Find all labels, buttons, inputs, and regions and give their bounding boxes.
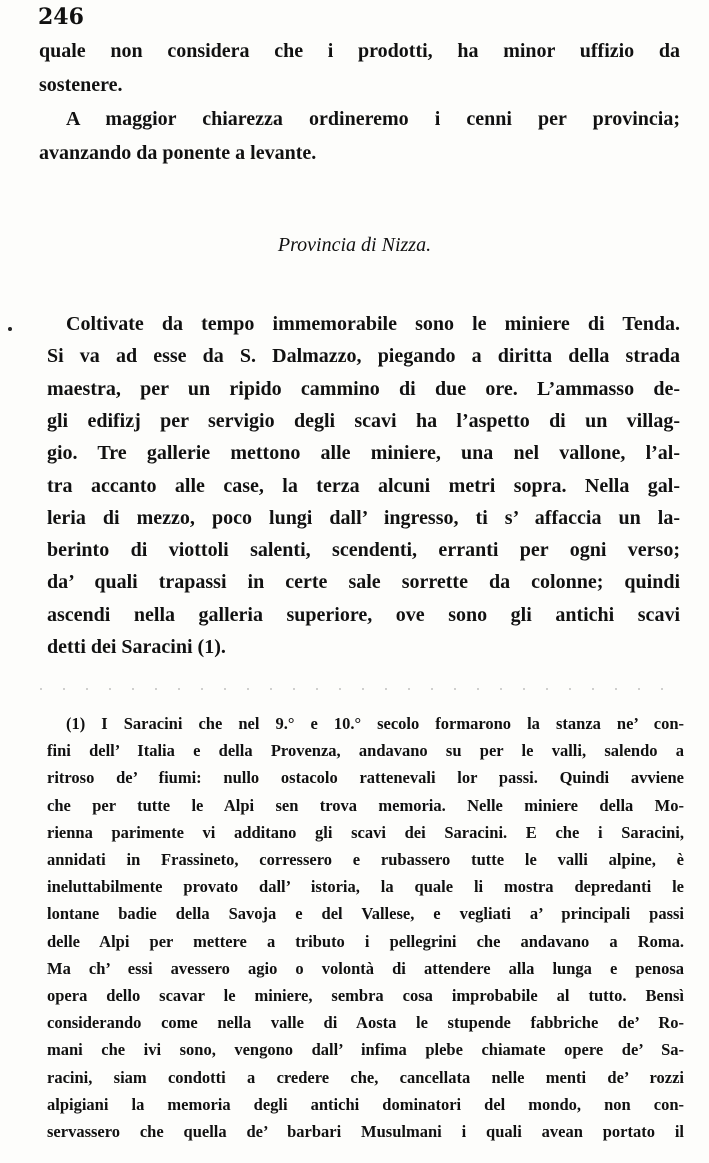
text-line: leria di mezzo, poco lungi dall’ ingresso, ti s’ affaccia un la- [47,506,680,529]
footnote-line: ineluttabilmente provato dall’ istoria, la quale li mostra depredanti le [47,877,684,897]
footnote-line: (1) I Saracini che nel 9.° e 10.° secolo formarono la stanza ne’ con- [66,714,684,733]
text-line: maestra, per un ripido cammino di due ore. L’ammasso de- [47,377,680,400]
text-line: A maggior chiarezza ordineremo i cenni per provincia; [66,108,680,130]
text-line: sostenere. [39,74,123,96]
text-line: tra accanto alle case, la terza alcuni metri sopra. Nella gal- [47,474,680,497]
footnote-line: ritroso de’ fiumi: nullo ostacolo rattenevali lor passi. Quindi avviene [47,768,684,788]
footnote-line: annidati in Frassineto, corressero e rubassero tutte le valli alpine, è [47,850,684,869]
footnote-line: opera dello scavar le miniere, sembra cosa improbabile al tutto. Bensì [47,986,684,1005]
section-title: Provincia di Nizza. [277,234,432,256]
page-number: 246 [38,4,84,30]
footnote-line: fini dell’ Italia e della Provenza, andavano su per le valli, salendo a [47,741,684,761]
text-line: detti dei Saracini (1). [47,636,226,658]
footnote-line: servassero che quella de’ barbari Musulmani i quali avean portato il [47,1122,684,1141]
footnote-line: rienna parimente vi additano gli scavi dei Saracini. E che i Saracini, [47,822,684,842]
text-line: Si va ad esse da S. Dalmazzo, piegando a diritta della strada [47,345,680,368]
text-line: gio. Tre gallerie mettono alle miniere, una nel vallone, l’al- [47,442,680,465]
footnote-line: Ma ch’ essi avessero agio o volontà di attendere alla lunga e penosa [47,958,684,978]
text-line: berinto di viottoli salenti, scendenti, erranti per ogni verso; [47,539,680,562]
text-line: avanzando da ponente a levante. [39,142,317,164]
text-line: quale non considera che i prodotti, ha minor uffizio da [39,40,680,62]
footnote-line: considerando come nella valle di Aosta le stupende fabbriche de’ Ro- [47,1013,684,1033]
margin-dot [8,327,12,331]
footnote-line: che per tutte le Alpi sen trova memoria. Nelle miniere della Mo- [47,795,684,815]
footnote-line: delle Alpi per mettere a tributo i pellegrini che andavano a Roma. [47,931,684,951]
text-line: gli edifizj per servigio degli scavi ha l’aspetto di un villag- [47,409,680,432]
footnote-line: alpigiani la memoria degli antichi dominatori del mondo, non con- [47,1094,684,1114]
footnote-line: racini, siam condotti a credere che, cancellata nelle menti de’ rozzi [47,1067,684,1087]
text-line: Coltivate da tempo immemorabile sono le miniere di Tenda. [66,313,680,335]
footnote-line: mani che ivi sono, vengono dall’ infima plebe chiamate opere de’ Sa- [47,1040,684,1060]
separator-specks [40,688,680,690]
text-line: da’ quali trapassi in certe sale sorrette da colonne; quindi [47,571,680,594]
footnote-line: lontane badie della Savoja e del Vallese, e vegliati a’ principali passi [47,904,684,924]
text-line: ascendi nella galleria superiore, ove sono gli antichi scavi [47,603,680,626]
